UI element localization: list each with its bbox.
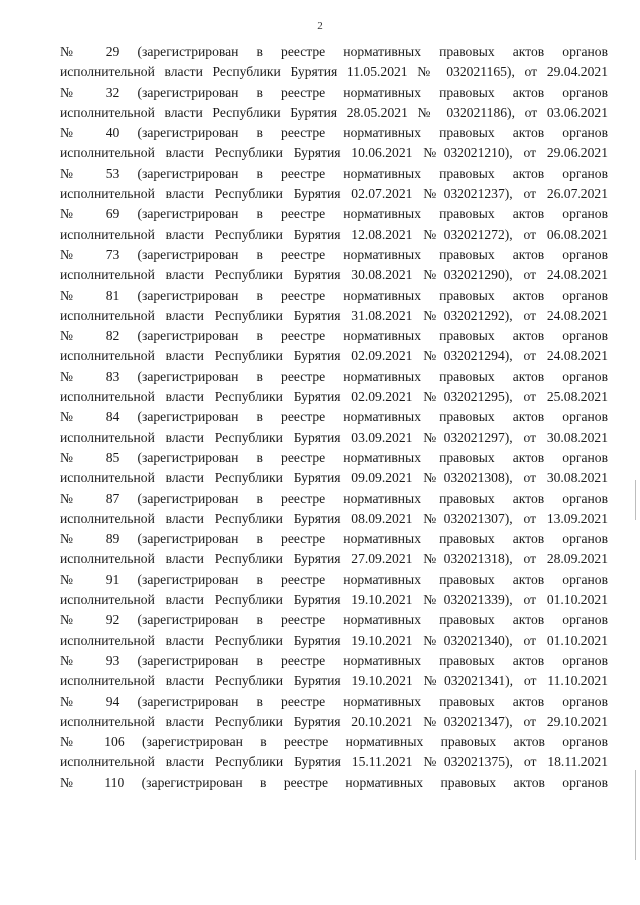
document-body — [60, 42, 608, 793]
text-line: исполнительной власти Республики Бурятия 09.09.2021 №032021308), от 30.08.2021 — [60, 470, 608, 486]
page-number: 2 — [317, 20, 323, 32]
text-line: исполнительной власти Республики Бурятия 20.10.2021 №032021347), от 29.10.2021 — [60, 713, 608, 729]
text-line: № 91 (зарегистрирован в реестре нормативных правовых актов органов — [60, 571, 608, 587]
text-line: исполнительной власти Республики Бурятия 02.09.2021 №032021294), от 24.08.2021 — [60, 348, 608, 364]
text-line: исполнительной власти Республики Бурятия 19.10.2021 №032021341), от 11.10.2021 — [60, 673, 608, 689]
text-line: № 89 (зарегистрирован в реестре нормативных правовых актов органов — [60, 531, 608, 547]
text-line: исполнительной власти Республики Бурятия 11.05.2021 № 032021165), от 29.04.2021 — [60, 64, 608, 80]
text-line: исполнительной власти Республики Бурятия 08.09.2021 №032021307), от 13.09.2021 — [60, 510, 608, 526]
text-line: № 94 (зарегистрирован в реестре нормативных правовых актов органов — [60, 693, 608, 709]
text-line: № 53 (зарегистрирован в реестре нормативных правовых актов органов — [60, 165, 608, 181]
text-line: исполнительной власти Республики Бурятия 12.08.2021 №032021272), от 06.08.2021 — [60, 226, 608, 242]
text-line: исполнительной власти Республики Бурятия 02.09.2021 №032021295), от 25.08.2021 — [60, 389, 608, 405]
text-line: № 85 (зарегистрирован в реестре нормативных правовых актов органов — [60, 449, 608, 465]
text-line: № 81 (зарегистрирован в реестре нормативных правовых актов органов — [60, 287, 608, 303]
scan-edge-mark — [635, 480, 636, 520]
text-line: № 84 (зарегистрирован в реестре нормативных правовых актов органов — [60, 409, 608, 425]
text-line: исполнительной власти Республики Бурятия 28.05.2021 № 032021186), от 03.06.2021 — [60, 104, 608, 120]
text-line: № 83 (зарегистрирован в реестре нормативных правовых актов органов — [60, 368, 608, 384]
text-line: № 73 (зарегистрирован в реестре нормативных правовых актов органов — [60, 246, 608, 262]
text-line: № 82 (зарегистрирован в реестре нормативных правовых актов органов — [60, 328, 608, 344]
text-line: № 69 (зарегистрирован в реестре нормативных правовых актов органов — [60, 206, 608, 222]
text-line: исполнительной власти Республики Бурятия 03.09.2021 №032021297), от 30.08.2021 — [60, 429, 608, 445]
text-line: № 93 (зарегистрирован в реестре нормативных правовых актов органов — [60, 652, 608, 668]
text-line: № 106 (зарегистрирован в реестре нормативных правовых актов органов — [60, 734, 608, 750]
text-line: № 32 (зарегистрирован в реестре нормативных правовых актов органов — [60, 84, 608, 100]
text-line: исполнительной власти Республики Бурятия 30.08.2021 №032021290), от 24.08.2021 — [60, 267, 608, 283]
text-line: № 110 (зарегистрирован в реестре нормативных правовых актов органов — [60, 774, 608, 790]
text-line: № 87 (зарегистрирован в реестре нормативных правовых актов органов — [60, 490, 608, 506]
text-line: № 92 (зарегистрирован в реестре нормативных правовых актов органов — [60, 612, 608, 628]
text-line: исполнительной власти Республики Бурятия 10.06.2021 №032021210), от 29.06.2021 — [60, 145, 608, 161]
text-line: исполнительной власти Республики Бурятия 27.09.2021 №032021318), от 28.09.2021 — [60, 551, 608, 567]
text-line: исполнительной власти Республики Бурятия 31.08.2021 №032021292), от 24.08.2021 — [60, 307, 608, 323]
text-line: исполнительной власти Республики Бурятия 02.07.2021 №032021237), от 26.07.2021 — [60, 186, 608, 202]
text-line: № 40 (зарегистрирован в реестре нормативных правовых актов органов — [60, 125, 608, 141]
text-line: исполнительной власти Республики Бурятия 19.10.2021 №032021339), от 01.10.2021 — [60, 592, 608, 608]
text-line: исполнительной власти Республики Бурятия 15.11.2021 №032021375), от 18.11.2021 — [60, 754, 608, 770]
scan-edge-mark — [635, 770, 636, 860]
text-line: № 29 (зарегистрирован в реестре нормативных правовых актов органов — [60, 44, 608, 59]
text-line: исполнительной власти Республики Бурятия 19.10.2021 №032021340), от 01.10.2021 — [60, 632, 608, 648]
